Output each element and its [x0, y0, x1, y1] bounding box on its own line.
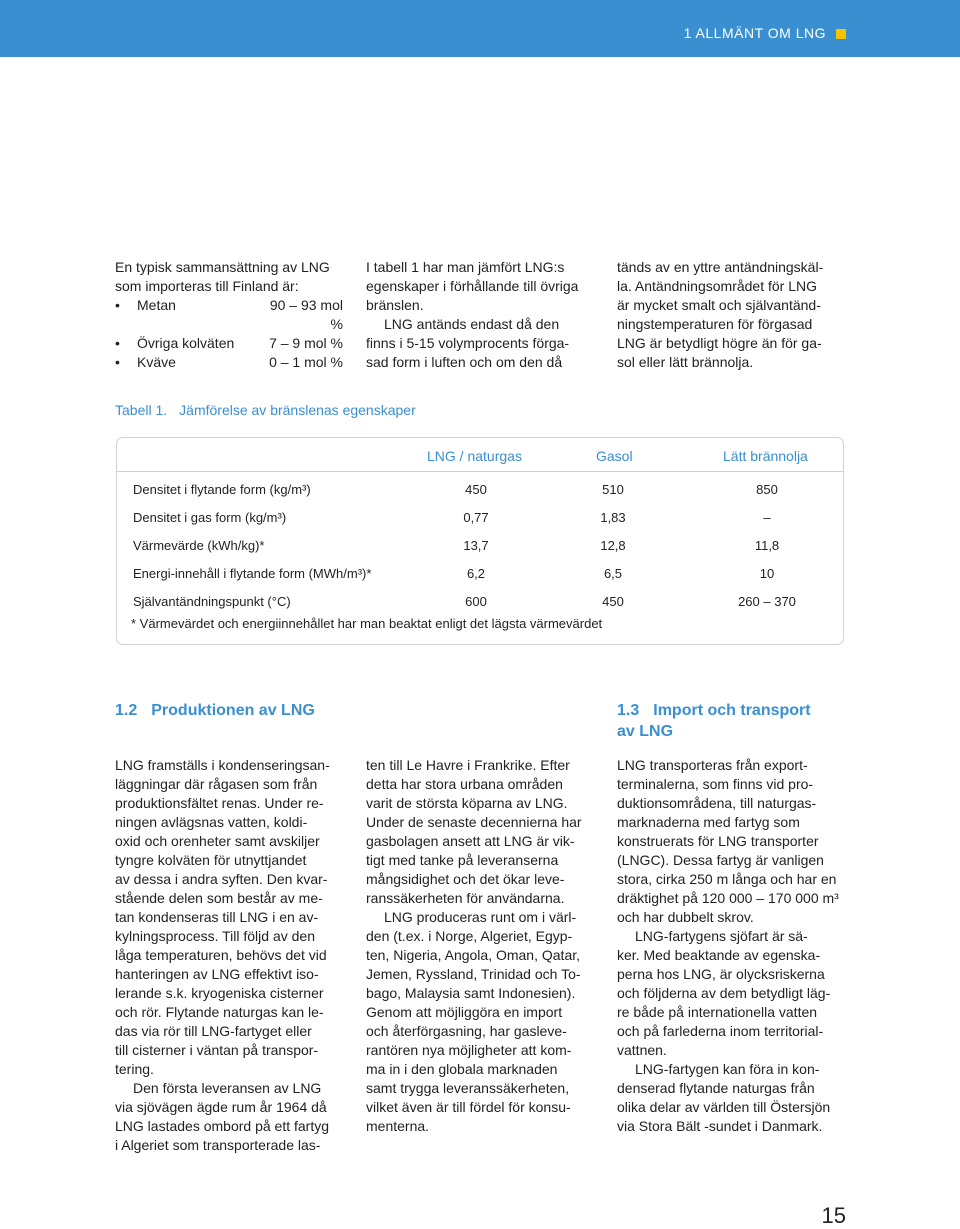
cell-light-fuel-oil: 11,8 — [754, 538, 780, 553]
text-line: ningstemperaturen för förgasad — [617, 316, 813, 332]
text-line: terminalerna, som finns vid pro- — [617, 776, 814, 792]
text-line: kylningsprocess. Till följd av den — [115, 928, 315, 944]
text-line: konstruerats för LNG transporter — [617, 833, 819, 849]
text-line: via sjövägen ägde rum år 1964 då — [115, 1099, 327, 1115]
header-square-marker — [836, 29, 846, 39]
text-line: LNG antänds endast då den — [384, 316, 560, 332]
component-range: 7 – 9 mol % — [269, 335, 343, 351]
component-range: 0 – 1 mol % — [269, 354, 343, 370]
body-column-1 — [115, 756, 355, 1155]
text-line: bago, Malaysia samt Indonesien). — [366, 985, 576, 1001]
row-label: Densitet i gas form (kg/m³) — [133, 510, 287, 525]
text-line: ten till Le Havre i Frankrike. Efter — [366, 757, 570, 773]
table-row — [117, 482, 843, 502]
cell-lng: 13,7 — [463, 538, 489, 553]
text-line: Under de senaste decennierna har — [366, 814, 582, 830]
section-title: Produktionen av LNG — [151, 702, 315, 719]
text-line: perna hos LNG, är olycksriskerna — [617, 966, 825, 982]
intro-column-3 — [617, 258, 857, 372]
text-line: gasbolagen ansett att LNG är vik- — [366, 833, 575, 849]
row-label: Värmevärde (kWh/kg)* — [133, 538, 265, 553]
text-line: är mycket smalt och självantänd- — [617, 297, 821, 313]
text-line: re både på internationella vatten — [617, 1004, 818, 1020]
text-line: och följderna av dem betydligt läg- — [617, 985, 831, 1001]
text-line: marknaderna med fartyg som — [617, 814, 800, 830]
column-header-light-fuel-oil: Lätt brännolja — [723, 448, 808, 464]
bullet-icon: • — [115, 354, 120, 370]
text-line: ma in i den globala marknaden — [366, 1061, 558, 1077]
text-line: samt trygga leveranssäkerheten, — [366, 1080, 570, 1096]
section-title: Import och transport — [653, 702, 811, 719]
section-title-continued: av LNG — [617, 723, 674, 740]
section-number: 1.3 — [617, 702, 640, 719]
text-line: läggningar där rågasen som från — [115, 776, 318, 792]
cell-light-fuel-oil: 850 — [756, 482, 778, 497]
table-title: Jämförelse av bränslenas egenskaper — [179, 402, 416, 418]
text-line: tänds av en yttre antändningskäl- — [617, 259, 824, 275]
text-line: tan kondenseras till LNG i en av- — [115, 909, 319, 925]
cell-light-fuel-oil: 260 – 370 — [738, 594, 796, 609]
bullet-icon: • — [115, 335, 120, 351]
list-item — [115, 296, 355, 334]
text-line: varit de största köparna av LNG. — [366, 795, 568, 811]
bullet-icon: • — [115, 297, 120, 313]
text-line: denserad flytande naturgas från — [617, 1080, 815, 1096]
text-line: tigt med tanke på leveranserna — [366, 852, 559, 868]
text-line: tering. — [115, 1061, 154, 1077]
text-line: av dessa i andra syften. Den kvar- — [115, 871, 328, 887]
text-line: sad form i luften och om den då — [366, 354, 563, 370]
table-footnote: * Värmevärdet och energiinnehållet har man beaktat enligt det lägsta värmevärdet — [131, 616, 603, 631]
text-line: das via rör till LNG-fartyget eller — [115, 1023, 312, 1039]
running-head: 1 ALLMÄNT OM LNG — [683, 25, 826, 41]
table-row — [117, 566, 843, 586]
text-line: olika delar av världen till Östersjön — [617, 1099, 831, 1115]
cell-gasol: 450 — [602, 594, 624, 609]
text-line: till cisterner i väntan på transpor- — [115, 1042, 319, 1058]
table-row — [117, 538, 843, 558]
text-line: LNG transporteras från export- — [617, 757, 808, 773]
list-item — [115, 353, 355, 372]
text-line: dräktighet på 120 000 – 170 000 m³ — [617, 890, 839, 906]
cell-lng: 6,2 — [466, 566, 486, 581]
column-header-gasol: Gasol — [596, 448, 633, 464]
text-line: LNG framställs i kondenseringsan- — [115, 757, 330, 773]
text-line: tyngre kolväten för utnyttjandet — [115, 852, 307, 868]
body-column-2 — [366, 756, 606, 1136]
text-line: Jemen, Ryssland, Trinidad och To- — [366, 966, 581, 982]
text-line: ningen avlägsnas vatten, koldi- — [115, 814, 308, 830]
text-line: låga temperaturen, behövs det vid — [115, 947, 327, 963]
component-name: Övriga kolväten — [137, 335, 235, 351]
text-line: Genom att möjliggöra en import — [366, 1004, 563, 1020]
intro-lead-line: En typisk sammansättning av LNG — [115, 259, 330, 275]
text-line: LNG är betydligt högre än för ga- — [617, 335, 822, 351]
text-line: detta har stora urbana områden — [366, 776, 563, 792]
text-line: i Algeriet som transporterade las- — [115, 1137, 321, 1153]
intro-column-2 — [366, 258, 606, 372]
text-line: ker. Med beaktande av egenska- — [617, 947, 821, 963]
text-line: la. Antändningsområdet för LNG — [617, 278, 818, 294]
row-label: Energi-innehåll i flytande form (MWh/m³)* — [133, 566, 372, 581]
component-name: Kväve — [137, 354, 176, 370]
text-line: mångsidighet och det ökar leve- — [366, 871, 565, 887]
text-line: I tabell 1 har man jämfört LNG:s — [366, 259, 565, 275]
text-line: lerande s.k. kryogeniska cisterner — [115, 985, 324, 1001]
intro-lead-line: som importeras till Finland är: — [115, 278, 299, 294]
text-line: vilket även är till fördel för konsu- — [366, 1099, 571, 1115]
text-line: och på farlederna inom territorial- — [617, 1023, 824, 1039]
cell-light-fuel-oil: – — [763, 510, 771, 525]
text-line: ten, Nigeria, Angola, Oman, Qatar, — [366, 947, 581, 963]
text-line: den (t.ex. i Norge, Algeriet, Egyp- — [366, 928, 573, 944]
cell-lng: 450 — [465, 482, 487, 497]
text-line: bränslen. — [366, 297, 424, 313]
table-number: Tabell 1. — [115, 402, 168, 418]
cell-lng: 600 — [465, 594, 487, 609]
text-line: vattnen. — [617, 1042, 667, 1058]
cell-gasol: 12,8 — [600, 538, 626, 553]
text-line: egenskaper i förhållande till övriga — [366, 278, 579, 294]
text-line: (LNGC). Dessa fartyg är vanligen — [617, 852, 824, 868]
intro-column-1 — [115, 258, 355, 372]
column-header-lng: LNG / naturgas — [427, 448, 522, 464]
text-line: rantören nya möjligheter att kom- — [366, 1042, 572, 1058]
cell-gasol: 510 — [602, 482, 624, 497]
body-column-3 — [617, 756, 857, 1136]
text-line: LNG-fartygen kan föra in kon- — [635, 1061, 820, 1077]
component-range: 90 – 93 mol % — [269, 297, 343, 332]
text-line: LNG-fartygens sjöfart är sä- — [635, 928, 808, 944]
table-row — [117, 594, 843, 614]
text-line: stående delen som består av me- — [115, 890, 323, 906]
component-name: Metan — [137, 297, 176, 313]
row-label: Självantändningspunkt (°C) — [133, 594, 291, 609]
text-line: via Stora Bält -sundet i Danmark. — [617, 1118, 823, 1134]
section-number: 1.2 — [115, 702, 138, 719]
text-line: oxid och orenheter samt avskiljer — [115, 833, 320, 849]
comparison-table — [116, 437, 844, 645]
text-line: menterna. — [366, 1118, 430, 1134]
text-line: duktionsområdena, till naturgas- — [617, 795, 817, 811]
row-label: Densitet i flytande form (kg/m³) — [133, 482, 311, 497]
cell-light-fuel-oil: 10 — [759, 566, 775, 581]
text-line: och återförgasning, har gasleve- — [366, 1023, 567, 1039]
cell-lng: 0,77 — [463, 510, 489, 525]
text-line: finns i 5-15 volymprocents förga- — [366, 335, 570, 351]
section-heading-1-2 — [115, 700, 315, 721]
table-header-divider — [117, 471, 843, 472]
text-line: och har dubbelt skrov. — [617, 909, 754, 925]
list-item — [115, 334, 355, 353]
text-line: Den första leveransen av LNG — [133, 1080, 322, 1096]
cell-gasol: 1,83 — [600, 510, 626, 525]
composition-list — [115, 296, 355, 372]
text-line: sol eller lätt brännolja. — [617, 354, 754, 370]
text-line: och rör. Flytande naturgas kan le- — [115, 1004, 324, 1020]
section-heading-1-3 — [617, 700, 857, 742]
text-line: ranssäkerheten för användarna. — [366, 890, 565, 906]
text-line: produktionsfältet renas. Under re- — [115, 795, 324, 811]
cell-gasol: 6,5 — [603, 566, 623, 581]
text-line: LNG lastades ombord på ett fartyg — [115, 1118, 329, 1134]
text-line: hanteringen av LNG effektivt iso- — [115, 966, 319, 982]
table-caption — [115, 402, 416, 418]
text-line: LNG produceras runt om i värl- — [384, 909, 577, 925]
table-row — [117, 510, 843, 530]
text-line: stora, cirka 250 m långa och har en — [617, 871, 837, 887]
page-number: 15 — [821, 1203, 846, 1228]
